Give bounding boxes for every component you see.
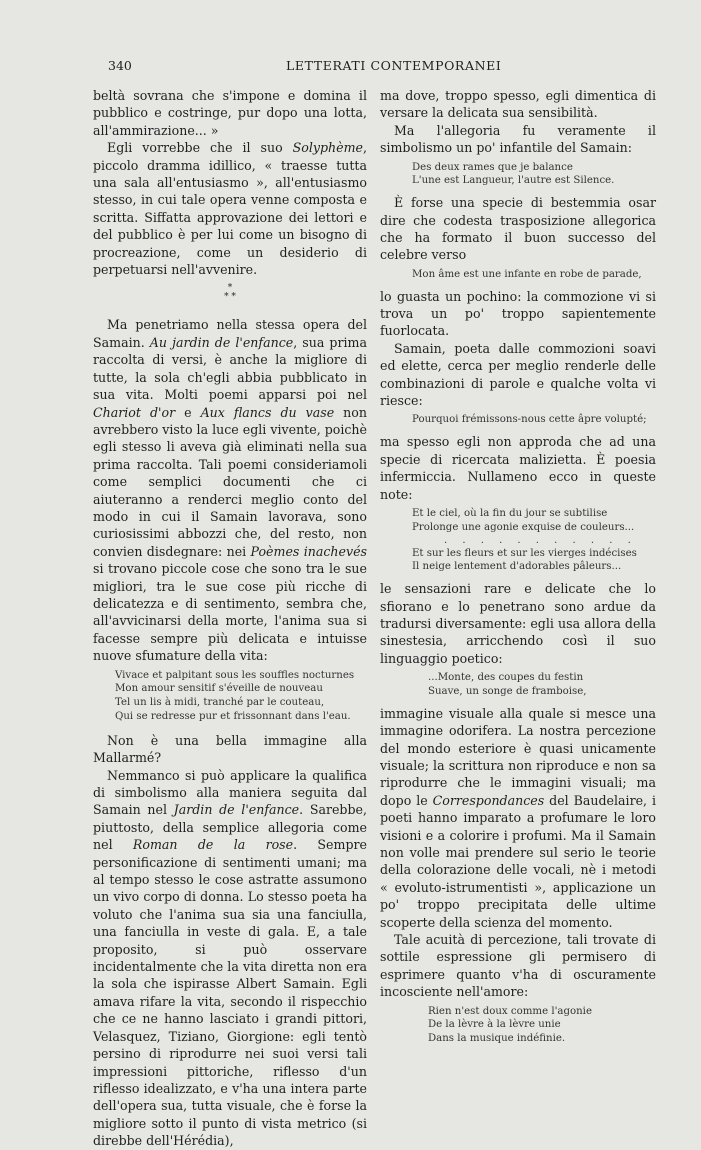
paragraph: ma spesso egli non approda che ad una specie di ricercata malizietta. È poesia infermiccia. Nullameno ecco in queste note: <box>380 434 656 502</box>
page-number: 340 <box>108 58 132 73</box>
paragraph: Egli vorrebbe che il suo Solyphème, piccolo dramma idillico, « traesse tutta una sala all'entusiasmo », all'entusiasmo stesso, in cui tale opera venne composta e scritta. Siffatta approvazione dei lettori e del pubblico è per lui come un bisogno di procreazione, come un desiderio di perpetuarsi nell'avvenire. <box>93 140 367 278</box>
paragraph: Non è una bella immagine alla Mallarmé? <box>93 732 367 766</box>
paragraph: le sensazioni rare e delicate che lo sfiorano e lo penetrano sono ardue da tradursi diversamente: egli usa allora della sinestesia, arricchendo così il suo linguaggio poetico: <box>380 581 656 666</box>
paragraph: È forse una specie di bestemmia osar dire che codesta trasposizione allegorica che ha formato il buon successo del celebre verso <box>380 195 656 263</box>
running-title: LETTERATI CONTEMPORANEI <box>286 58 502 73</box>
verse-quote: ...Monte, des coupes du festin Suave, un songe de framboise, <box>428 672 587 697</box>
verse-quote: Vivace et palpitant sous les souffles nocturnes Mon amour sensitif s'éveille de nouveau Tel un lis à midi, tranché par le couteau, Qui se redresse pur et frissonnant dans l'eau. <box>115 669 355 722</box>
paragraph: Samain, poeta dalle commozioni soavi ed elette, cerca per meglio renderle delle combinazioni di parole e qualche volta vi riesce: <box>380 340 656 409</box>
paragraph: Tale acuità di percezione, tali trovate di sottile espressione gli permisero di esprimere quanto v'ha di oscuramente incosciente nell'amore: <box>380 932 656 1000</box>
paragraph: Ma l'allegoria fu veramente il simbolismo un po' infantile del Samain: <box>380 122 656 156</box>
verse-quote: Et le ciel, où la fin du jour se subtilise Prolonge une agonie exquise de couleurs... . . . . . . . . . . . Et sur les fleurs et sur les vierges indécises Il neige lentement d'adorables pâleurs... <box>412 507 656 574</box>
paragraph: beltà sovrana che s'impone e domina il pubblico e costringe, pur dopo una lotta, all'ammirazione... » <box>93 88 367 138</box>
paragraph: Nemmanco si può applicare la qualifica di simbolismo alla maniera seguita dal Samain nel Jardin de l'enfance. Sarebbe, piuttosto, della semplice allegoria come nel Roman de la rose. Sempre personificazione di sentimenti umani; ma al tempo stesso le cose astratte assumono un vivo corpo di donna. Lo stesso poeta ha voluto che l'anima sua sia una fanciulla, una fanciulla in veste di gala. E, a tale proposito, si può osservare incidentalmente che la vita diretta non era la sola che ispirasse Albert Samain. Egli amava rifare la vita, secondo il rispecchio che ce ne hanno lasciato i grandi pittori, Velasquez, Tiziano, Giorgione: egli tentò persino di riprodurre nei suoi versi tali impressioni pittoriche, riflesso d'un riflesso idealizzato, e v'ha una intera parte dell'opera sua, tutta visuale, che è forse la migliore sotto il punto di vista metrico (si direbbe dell'Hérédia), <box>93 767 368 1149</box>
verse-quote: Mon âme est une infante en robe de parade, <box>412 268 642 280</box>
paragraph: Ma penetriamo nella stessa opera del Samain. Au jardin de l'enfance, sua prima raccolta di versi, è anche la migliore di tutte, la sola ch'egli abbia pubblicato in sua vita. Molti poemi apparsi poi nel Chariot d'or e Aux flancs du vase non avrebbero visto la luce egli vivente, poichè egli stesso li aveva già eliminati nella sua prima raccolta. Tali poemi consideriamoli come semplici documenti che ci aiuteranno a renderci meglio conto del modo in cui il Samain lavorava, sono curiosissimi abbozzi che, del resto, non convien disdegnare: nei Poèmes inachevés si trovano piccole cose che sono tra le sue migliori, tra le sue cose più ricche di delicatezza e di sentimento, sembra che, all'avvicinarsi della morte, l'anima sua si facesse sempre più delicata e intuisse nuove sfumature della vita: <box>93 317 367 664</box>
verse-quote: Rien n'est doux comme l'agonie De la lèvre à la lèvre unie Dans la musique indéfinie. <box>428 1005 592 1045</box>
page-header <box>108 58 668 78</box>
verse-quote: Pourquoi frémissons-nous cette âpre volupté; <box>412 414 647 426</box>
ellipsis-dots: . . . . . . . . . . . <box>444 534 637 546</box>
left-column <box>93 87 367 1150</box>
paragraph: immagine visuale alla quale si mesce una immagine odorifera. La nostra percezione del mondo esteriore è quasi unicamente visuale; la scrittura non riproduce e non sa riprodurre che le immagini visuali; ma dopo le Correspondances del Baudelaire, i poeti hanno imparato a profumare le loro visioni e a colorire i profumi. Ma il Samain non volle mai prendere sul serio le teorie della colorazione delle vocali, nè i metodi « evoluto-istrumentisti », applicazione un po' troppo precipitata delle ultime scoperte della scienza del momento. <box>380 705 656 930</box>
section-asterism: * * * <box>224 283 236 303</box>
verse-quote: Des deux rames que je balance L'une est Langueur, l'autre est Silence. <box>412 161 615 187</box>
right-column <box>380 87 656 1052</box>
paragraph: ma dove, troppo spesso, egli dimentica di versare la delicata sua sensibilità. <box>380 88 656 121</box>
paragraph: lo guasta un pochino: la commozione vi si trova un po' troppo sapientemente fuorlocata. <box>380 288 656 339</box>
